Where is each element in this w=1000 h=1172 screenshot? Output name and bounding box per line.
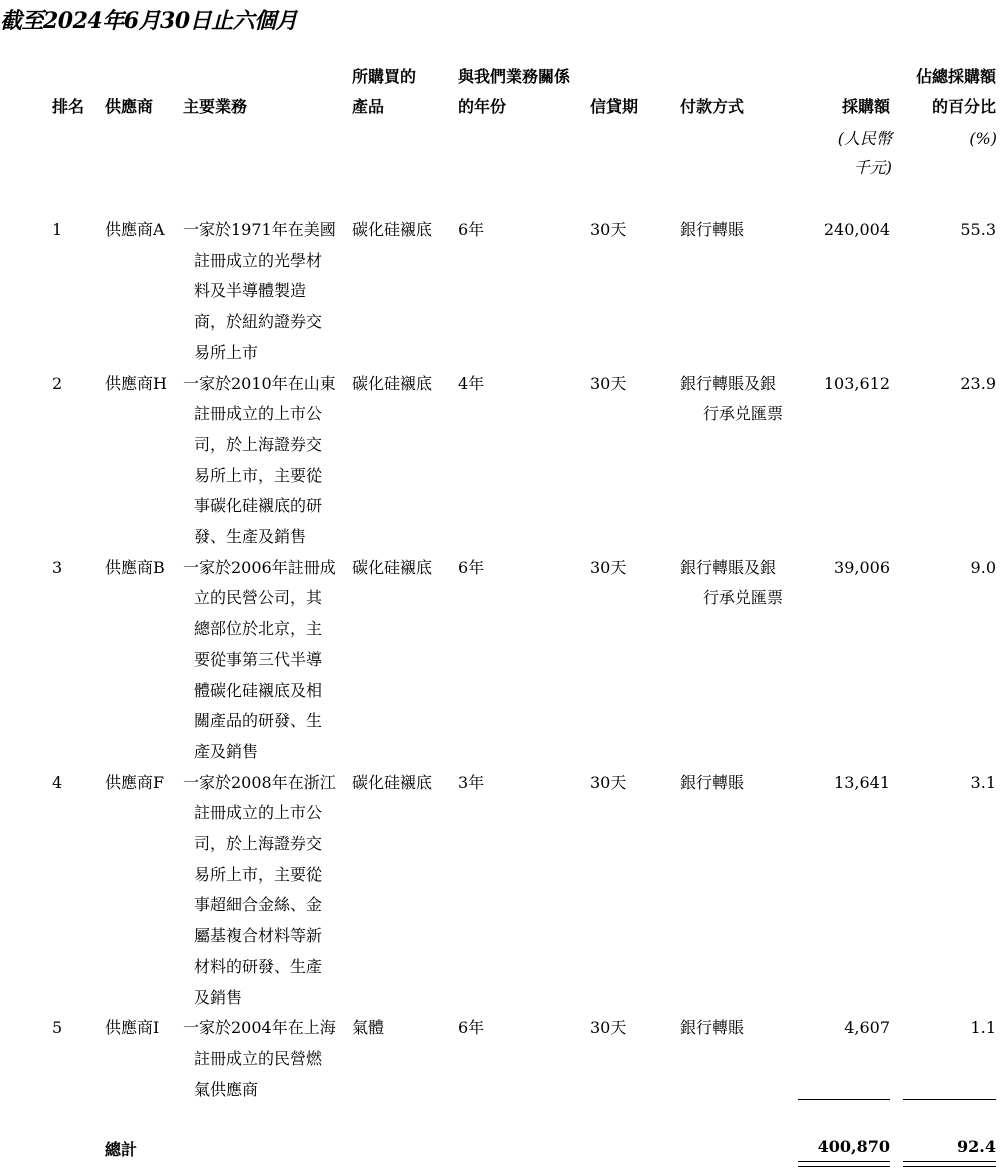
business-line: 料及半導體製造 xyxy=(194,281,307,301)
business-line: 商，於紐約證券交 xyxy=(194,312,323,332)
supplier-cell: 供應商A xyxy=(105,220,165,239)
business-line: 一家於2008年在浙江 xyxy=(183,772,336,792)
table-row xyxy=(0,768,1000,1014)
business-line: 關產品的研發、生 xyxy=(194,711,323,731)
amount-cell: 103,612 xyxy=(823,373,890,393)
amount-cell: 4,607 xyxy=(844,1018,890,1038)
rank-cell: 1 xyxy=(52,220,63,239)
product-cell: 碳化硅襯底 xyxy=(352,772,433,792)
payment-line: 行承兑匯票 xyxy=(703,404,784,424)
supplier-cell: 供應商B xyxy=(105,557,165,577)
business-line: 註冊成立的上市公 xyxy=(194,803,323,823)
years-cell: 3年 xyxy=(458,772,485,792)
business-line: 要從事第三代半導 xyxy=(194,649,323,669)
business-line: 易所上市 xyxy=(194,342,259,362)
header-pct-line2: 的百分比 xyxy=(931,97,996,116)
header-pct-line1: 佔總採購額 xyxy=(915,67,996,86)
header-years-line2: 的年份 xyxy=(458,97,507,116)
header-amount-unit-line1: (人民幣 xyxy=(837,129,892,148)
header-rank: 排名 xyxy=(52,97,85,116)
supplier-cell: 供應商H xyxy=(105,373,167,393)
total-amount: 400,870 xyxy=(817,1137,890,1156)
header-pct-unit: (%) xyxy=(969,129,997,148)
credit-cell: 30天 xyxy=(590,220,627,239)
business-line: 司，於上海證券交 xyxy=(194,834,323,854)
payment-line: 銀行轉賬 xyxy=(680,220,745,239)
years-cell: 6年 xyxy=(458,557,485,577)
payment-cell xyxy=(680,369,783,430)
table-row xyxy=(0,1013,1000,1105)
payment-cell xyxy=(680,215,744,246)
amount-cell: 240,004 xyxy=(823,220,890,239)
business-cell xyxy=(183,553,353,768)
header-product-line2: 產品 xyxy=(352,97,385,116)
header-amount-unit-line2: 千元) xyxy=(853,158,892,177)
payment-cell xyxy=(680,1013,744,1044)
business-line: 易所上市，主要從 xyxy=(194,864,323,884)
business-line: 一家於2010年在山東 xyxy=(183,373,336,393)
payment-line: 銀行轉賬 xyxy=(680,1018,745,1038)
business-line: 易所上市，主要從 xyxy=(194,465,323,485)
business-line: 產及銷售 xyxy=(194,741,259,761)
payment-line: 行承兑匯票 xyxy=(703,588,784,608)
table-row xyxy=(0,553,1000,768)
pct-cell: 23.9 xyxy=(960,373,996,393)
product-cell: 氣體 xyxy=(352,1018,385,1038)
pct-cell: 9.0 xyxy=(970,557,996,577)
years-cell: 4年 xyxy=(458,373,485,393)
product-cell: 碳化硅襯底 xyxy=(352,373,433,393)
payment-line: 銀行轉賬 xyxy=(680,772,745,792)
header-supplier: 供應商 xyxy=(105,97,154,116)
credit-cell: 30天 xyxy=(590,557,627,577)
pct-cell: 3.1 xyxy=(970,772,996,792)
total-double-rule-amount-bottom xyxy=(798,1166,890,1167)
total-pct: 92.4 xyxy=(957,1137,996,1156)
payment-line: 銀行轉賬及銀 xyxy=(680,557,777,577)
subtotal-rule-pct xyxy=(903,1099,996,1100)
business-line: 司，於上海證券交 xyxy=(194,434,323,454)
business-line: 註冊成立的上市公 xyxy=(194,404,323,424)
rank-cell: 2 xyxy=(52,373,63,393)
subtotal-rule-amount xyxy=(798,1099,890,1100)
rank-cell: 3 xyxy=(52,557,63,577)
table-row xyxy=(0,369,1000,553)
supplier-cell: 供應商F xyxy=(105,772,165,792)
business-line: 體碳化硅襯底及相 xyxy=(194,680,323,700)
business-line: 一家於1971年在美國 xyxy=(183,220,336,239)
rank-cell: 5 xyxy=(52,1018,63,1038)
supplier-table xyxy=(0,215,1000,1105)
rank-cell: 4 xyxy=(52,772,63,792)
pct-cell: 1.1 xyxy=(970,1018,996,1038)
amount-cell: 39,006 xyxy=(834,557,890,577)
header-payment: 付款方式 xyxy=(680,97,745,116)
business-line: 發、生產及銷售 xyxy=(194,527,307,547)
payment-cell xyxy=(680,768,744,799)
business-line: 立的民營公司，其 xyxy=(194,588,323,608)
business-cell xyxy=(183,369,353,553)
pct-cell: 55.3 xyxy=(960,220,996,239)
business-line: 事超細合金絲、金 xyxy=(194,895,323,915)
credit-cell: 30天 xyxy=(590,1018,627,1038)
business-line: 註冊成立的光學材 xyxy=(194,250,323,270)
payment-cell xyxy=(680,553,783,614)
years-cell: 6年 xyxy=(458,220,485,239)
product-cell: 碳化硅襯底 xyxy=(352,220,433,239)
credit-cell: 30天 xyxy=(590,373,627,393)
product-cell: 碳化硅襯底 xyxy=(352,557,433,577)
payment-line: 銀行轉賬及銀 xyxy=(680,373,777,393)
business-line: 一家於2004年在上海 xyxy=(183,1018,336,1038)
header-credit: 信貸期 xyxy=(590,97,639,116)
business-line: 事碳化硅襯底的研 xyxy=(194,496,323,516)
total-double-rule-pct-bottom xyxy=(903,1166,996,1167)
header-amount: 採購額 xyxy=(841,97,890,116)
business-line: 一家於2006年註冊成 xyxy=(183,557,336,577)
header-product-line1: 所購買的 xyxy=(352,67,417,86)
business-line: 屬基複合材料等新 xyxy=(194,926,323,946)
business-cell xyxy=(183,215,353,369)
supplier-cell: 供應商I xyxy=(105,1018,160,1038)
table-row xyxy=(0,215,1000,369)
header-years-line1: 與我們業務關係 xyxy=(458,67,571,86)
business-line: 總部位於北京，主 xyxy=(194,619,323,639)
business-line: 及銷售 xyxy=(194,987,243,1007)
business-cell xyxy=(183,1013,353,1105)
page-title: 截至2024年6月30日止六個月 xyxy=(0,8,298,34)
business-line: 註冊成立的民營燃 xyxy=(194,1048,323,1068)
years-cell: 6年 xyxy=(458,1018,485,1038)
business-line: 材料的研發、生產 xyxy=(194,956,323,976)
total-double-rule-pct-top xyxy=(903,1161,996,1162)
total-label: 總計 xyxy=(105,1140,138,1159)
amount-cell: 13,641 xyxy=(834,772,890,792)
header-business: 主要業務 xyxy=(183,97,248,116)
total-double-rule-amount-top xyxy=(798,1161,890,1162)
business-line: 氣供應商 xyxy=(194,1079,259,1099)
credit-cell: 30天 xyxy=(590,772,627,792)
business-cell xyxy=(183,768,353,1014)
